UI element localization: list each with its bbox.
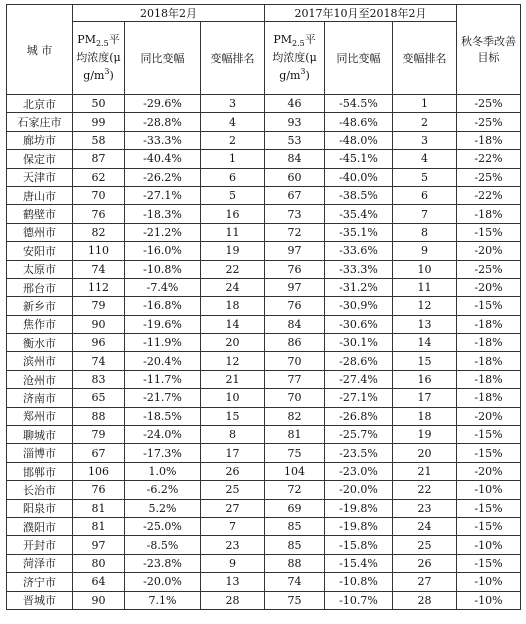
concentration-period-cell: 76 [265, 297, 325, 315]
target-cell: -10% [457, 481, 521, 499]
yoy-change-period-cell: -54.5% [325, 95, 393, 113]
concentration-period-cell: 85 [265, 517, 325, 535]
rank-period-cell: 25 [393, 536, 457, 554]
yoy-change-feb-cell: -21.2% [125, 223, 201, 241]
table-row [7, 315, 521, 333]
rank-period-cell: 15 [393, 352, 457, 370]
target-cell: -20% [457, 462, 521, 480]
rank-feb-cell: 3 [201, 95, 265, 113]
concentration-feb-cell: 83 [73, 370, 125, 388]
concentration-feb-cell: 50 [73, 95, 125, 113]
yoy-change-feb-cell: -27.1% [125, 186, 201, 204]
city-cell: 淄博市 [7, 444, 73, 462]
table-row [7, 462, 521, 480]
concentration-period-cell: 77 [265, 370, 325, 388]
rank-period-cell: 8 [393, 223, 457, 241]
yoy-change-period-cell: -25.7% [325, 426, 393, 444]
concentration-feb-cell: 79 [73, 297, 125, 315]
concentration-period-cell: 76 [265, 260, 325, 278]
rank-feb-cell: 1 [201, 150, 265, 168]
concentration-feb-cell: 70 [73, 186, 125, 204]
rank-feb-cell: 4 [201, 113, 265, 131]
yoy-change-feb-cell: -16.8% [125, 297, 201, 315]
city-cell: 焦作市 [7, 315, 73, 333]
city-cell: 济南市 [7, 389, 73, 407]
city-cell: 衡水市 [7, 334, 73, 352]
target-cell: -18% [457, 131, 521, 149]
concentration-feb-cell: 97 [73, 536, 125, 554]
rank-feb-cell: 6 [201, 168, 265, 186]
target-cell: -20% [457, 242, 521, 260]
rank-period-cell: 20 [393, 444, 457, 462]
yoy-change-period-cell: -35.1% [325, 223, 393, 241]
target-cell: -10% [457, 573, 521, 591]
concentration-feb-cell: 112 [73, 278, 125, 296]
rank-header-2: 变幅排名 [393, 22, 457, 95]
yoy-change-feb-cell: -28.8% [125, 113, 201, 131]
yoy-change-feb-cell: -24.0% [125, 426, 201, 444]
target-cell: -18% [457, 389, 521, 407]
table-row [7, 223, 521, 241]
rank-feb-cell: 13 [201, 573, 265, 591]
concentration-period-cell: 82 [265, 407, 325, 425]
yoy-change-feb-cell: -19.6% [125, 315, 201, 333]
table-row [7, 260, 521, 278]
concentration-feb-cell: 80 [73, 554, 125, 572]
yoy-change-period-cell: -15.8% [325, 536, 393, 554]
yoy-change-feb-cell: -21.7% [125, 389, 201, 407]
concentration-feb-cell: 79 [73, 426, 125, 444]
city-cell: 濮阳市 [7, 517, 73, 535]
city-cell: 新乡市 [7, 297, 73, 315]
yoy-change-period-cell: -31.2% [325, 278, 393, 296]
concentration-feb-cell: 81 [73, 499, 125, 517]
rank-feb-cell: 15 [201, 407, 265, 425]
rank-feb-cell: 14 [201, 315, 265, 333]
table-row [7, 205, 521, 223]
concentration-period-cell: 75 [265, 444, 325, 462]
yoy-change-period-cell: -48.6% [325, 113, 393, 131]
table-row [7, 131, 521, 149]
target-cell: -25% [457, 260, 521, 278]
concentration-period-cell: 75 [265, 591, 325, 609]
yoy-change-period-cell: -27.4% [325, 370, 393, 388]
yoy-change-period-cell: -19.8% [325, 499, 393, 517]
yoy-change-period-cell: -20.0% [325, 481, 393, 499]
rank-feb-cell: 21 [201, 370, 265, 388]
rank-feb-cell: 17 [201, 444, 265, 462]
yoy-change-feb-cell: -16.0% [125, 242, 201, 260]
yoy-change-feb-cell: -11.7% [125, 370, 201, 388]
concentration-period-cell: 73 [265, 205, 325, 223]
concentration-feb-cell: 106 [73, 462, 125, 480]
concentration-period-cell: 72 [265, 481, 325, 499]
rank-period-cell: 22 [393, 481, 457, 499]
table-header [7, 5, 521, 95]
concentration-period-cell: 104 [265, 462, 325, 480]
yoy-change-feb-cell: -20.0% [125, 573, 201, 591]
concentration-feb-cell: 76 [73, 205, 125, 223]
rank-period-cell: 9 [393, 242, 457, 260]
rank-period-cell: 12 [393, 297, 457, 315]
rank-feb-cell: 27 [201, 499, 265, 517]
rank-feb-cell: 28 [201, 591, 265, 609]
yoy-change-feb-cell: -18.3% [125, 205, 201, 223]
table-row [7, 536, 521, 554]
rank-period-cell: 14 [393, 334, 457, 352]
table-row [7, 444, 521, 462]
target-cell: -22% [457, 150, 521, 168]
target-cell: -20% [457, 278, 521, 296]
document-page [6, 4, 520, 610]
yoy-change-period-cell: -45.1% [325, 150, 393, 168]
city-cell: 阳泉市 [7, 499, 73, 517]
rank-feb-cell: 16 [201, 205, 265, 223]
yoy-change-period-cell: -40.0% [325, 168, 393, 186]
concentration-period-cell: 69 [265, 499, 325, 517]
city-cell: 鹤壁市 [7, 205, 73, 223]
yoy-change-period-cell: -35.4% [325, 205, 393, 223]
target-cell: -18% [457, 370, 521, 388]
rank-feb-cell: 9 [201, 554, 265, 572]
rank-period-cell: 3 [393, 131, 457, 149]
rank-period-cell: 28 [393, 591, 457, 609]
yoy-change-period-cell: -27.1% [325, 389, 393, 407]
concentration-period-cell: 88 [265, 554, 325, 572]
table-row [7, 150, 521, 168]
target-cell: -18% [457, 352, 521, 370]
yoy-change-feb-cell: -26.2% [125, 168, 201, 186]
rank-period-cell: 7 [393, 205, 457, 223]
yoy-change-period-cell: -10.7% [325, 591, 393, 609]
city-cell: 廊坊市 [7, 131, 73, 149]
rank-period-cell: 6 [393, 186, 457, 204]
oct-feb-group-header: 2017年10月至2018年2月 [265, 5, 457, 22]
table-row [7, 407, 521, 425]
rank-period-cell: 21 [393, 462, 457, 480]
table-row [7, 426, 521, 444]
yoy-change-feb-cell: 7.1% [125, 591, 201, 609]
target-cell: -15% [457, 426, 521, 444]
concentration-feb-cell: 90 [73, 591, 125, 609]
rank-period-cell: 18 [393, 407, 457, 425]
target-cell: -22% [457, 186, 521, 204]
target-column-header: 秋冬季改善目标 [457, 5, 521, 95]
yoy-change-feb-cell: -17.3% [125, 444, 201, 462]
concentration-feb-cell: 74 [73, 260, 125, 278]
table-row [7, 168, 521, 186]
rank-period-cell: 5 [393, 168, 457, 186]
yoy-change-feb-cell: -29.6% [125, 95, 201, 113]
rank-feb-cell: 5 [201, 186, 265, 204]
concentration-period-cell: 86 [265, 334, 325, 352]
concentration-period-cell: 84 [265, 315, 325, 333]
yoy-change-period-cell: -26.8% [325, 407, 393, 425]
concentration-period-cell: 60 [265, 168, 325, 186]
rank-feb-cell: 2 [201, 131, 265, 149]
rank-feb-cell: 12 [201, 352, 265, 370]
concentration-period-cell: 93 [265, 113, 325, 131]
table-row [7, 481, 521, 499]
yoy-change-feb-cell: 5.2% [125, 499, 201, 517]
rank-feb-cell: 26 [201, 462, 265, 480]
concentration-period-cell: 53 [265, 131, 325, 149]
target-cell: -20% [457, 407, 521, 425]
table-row [7, 113, 521, 131]
concentration-period-cell: 85 [265, 536, 325, 554]
rank-feb-cell: 20 [201, 334, 265, 352]
concentration-feb-cell: 76 [73, 481, 125, 499]
concentration-feb-cell: 58 [73, 131, 125, 149]
yoy-change-feb-cell: -8.5% [125, 536, 201, 554]
yoy-change-feb-cell: -40.4% [125, 150, 201, 168]
yoy-change-period-cell: -33.6% [325, 242, 393, 260]
city-cell: 聊城市 [7, 426, 73, 444]
city-cell: 天津市 [7, 168, 73, 186]
city-cell: 菏泽市 [7, 554, 73, 572]
city-cell: 济宁市 [7, 573, 73, 591]
concentration-period-cell: 97 [265, 278, 325, 296]
table-row [7, 186, 521, 204]
concentration-period-cell: 74 [265, 573, 325, 591]
target-cell: -18% [457, 205, 521, 223]
rank-period-cell: 4 [393, 150, 457, 168]
target-cell: -15% [457, 444, 521, 462]
yoy-change-period-cell: -33.3% [325, 260, 393, 278]
target-cell: -10% [457, 591, 521, 609]
city-cell: 邢台市 [7, 278, 73, 296]
concentration-feb-cell: 99 [73, 113, 125, 131]
concentration-feb-cell: 90 [73, 315, 125, 333]
yoy-change-period-cell: -19.8% [325, 517, 393, 535]
table-row [7, 334, 521, 352]
city-column-header: 城 市 [7, 5, 73, 95]
rank-header-1: 变幅排名 [201, 22, 265, 95]
rank-period-cell: 26 [393, 554, 457, 572]
rank-period-cell: 23 [393, 499, 457, 517]
pm25-city-table [6, 4, 521, 610]
table-row [7, 352, 521, 370]
concentration-feb-cell: 64 [73, 573, 125, 591]
target-cell: -15% [457, 517, 521, 535]
concentration-feb-cell: 81 [73, 517, 125, 535]
feb-2018-group-header: 2018年2月 [73, 5, 265, 22]
concentration-period-cell: 46 [265, 95, 325, 113]
city-cell: 安阳市 [7, 242, 73, 260]
concentration-feb-cell: 82 [73, 223, 125, 241]
city-cell: 晋城市 [7, 591, 73, 609]
rank-period-cell: 24 [393, 517, 457, 535]
rank-period-cell: 19 [393, 426, 457, 444]
rank-feb-cell: 10 [201, 389, 265, 407]
concentration-period-cell: 70 [265, 352, 325, 370]
rank-period-cell: 10 [393, 260, 457, 278]
yoy-change-feb-cell: -23.8% [125, 554, 201, 572]
city-cell: 邯郸市 [7, 462, 73, 480]
city-cell: 北京市 [7, 95, 73, 113]
target-cell: -18% [457, 334, 521, 352]
target-cell: -25% [457, 113, 521, 131]
target-cell: -25% [457, 95, 521, 113]
rank-feb-cell: 19 [201, 242, 265, 260]
yoy-change-period-cell: -30.9% [325, 297, 393, 315]
target-cell: -25% [457, 168, 521, 186]
target-cell: -15% [457, 554, 521, 572]
yoy-change-period-cell: -28.6% [325, 352, 393, 370]
city-cell: 德州市 [7, 223, 73, 241]
target-cell: -15% [457, 297, 521, 315]
city-cell: 滨州市 [7, 352, 73, 370]
rank-period-cell: 17 [393, 389, 457, 407]
yoy-change-feb-cell: -11.9% [125, 334, 201, 352]
rank-feb-cell: 23 [201, 536, 265, 554]
concentration-period-cell: 84 [265, 150, 325, 168]
concentration-feb-cell: 74 [73, 352, 125, 370]
rank-feb-cell: 7 [201, 517, 265, 535]
rank-period-cell: 27 [393, 573, 457, 591]
yoy-change-period-cell: -30.1% [325, 334, 393, 352]
concentration-feb-cell: 62 [73, 168, 125, 186]
yoy-change-feb-cell: -25.0% [125, 517, 201, 535]
city-cell: 保定市 [7, 150, 73, 168]
table-row [7, 517, 521, 535]
yoy-change-header-1: 同比变幅 [125, 22, 201, 95]
city-cell: 郑州市 [7, 407, 73, 425]
city-cell: 石家庄市 [7, 113, 73, 131]
table-row [7, 278, 521, 296]
yoy-change-feb-cell: -33.3% [125, 131, 201, 149]
rank-period-cell: 16 [393, 370, 457, 388]
table-row [7, 297, 521, 315]
concentration-feb-cell: 96 [73, 334, 125, 352]
yoy-change-feb-cell: -10.8% [125, 260, 201, 278]
concentration-header-1: $PM_{2.5}$平 均浓度(μ $g/m^3$) [73, 22, 125, 95]
rank-feb-cell: 8 [201, 426, 265, 444]
rank-feb-cell: 25 [201, 481, 265, 499]
city-cell: 沧州市 [7, 370, 73, 388]
table-row [7, 95, 521, 113]
city-cell: 开封市 [7, 536, 73, 554]
concentration-feb-cell: 88 [73, 407, 125, 425]
target-cell: -15% [457, 223, 521, 241]
rank-period-cell: 2 [393, 113, 457, 131]
rank-feb-cell: 18 [201, 297, 265, 315]
table-row [7, 573, 521, 591]
table-row [7, 370, 521, 388]
rank-feb-cell: 11 [201, 223, 265, 241]
table-row [7, 554, 521, 572]
concentration-period-cell: 97 [265, 242, 325, 260]
concentration-feb-cell: 87 [73, 150, 125, 168]
table-row [7, 591, 521, 609]
yoy-change-feb-cell: -6.2% [125, 481, 201, 499]
table-row [7, 499, 521, 517]
table-row [7, 242, 521, 260]
concentration-feb-cell: 110 [73, 242, 125, 260]
concentration-feb-cell: 67 [73, 444, 125, 462]
concentration-period-cell: 72 [265, 223, 325, 241]
yoy-change-feb-cell: 1.0% [125, 462, 201, 480]
yoy-change-feb-cell: -18.5% [125, 407, 201, 425]
rank-feb-cell: 22 [201, 260, 265, 278]
table-row [7, 389, 521, 407]
yoy-change-period-cell: -23.0% [325, 462, 393, 480]
rank-period-cell: 1 [393, 95, 457, 113]
target-cell: -15% [457, 499, 521, 517]
target-cell: -18% [457, 315, 521, 333]
target-cell: -10% [457, 536, 521, 554]
yoy-change-period-cell: -23.5% [325, 444, 393, 462]
yoy-change-feb-cell: -20.4% [125, 352, 201, 370]
concentration-period-cell: 70 [265, 389, 325, 407]
concentration-period-cell: 81 [265, 426, 325, 444]
city-cell: 太原市 [7, 260, 73, 278]
rank-period-cell: 13 [393, 315, 457, 333]
rank-feb-cell: 24 [201, 278, 265, 296]
yoy-change-period-cell: -10.8% [325, 573, 393, 591]
concentration-period-cell: 67 [265, 186, 325, 204]
rank-period-cell: 11 [393, 278, 457, 296]
concentration-header-2: $PM_{2.5}$平 均浓度(μ $g/m^3$) [265, 22, 325, 95]
yoy-change-feb-cell: -7.4% [125, 278, 201, 296]
yoy-change-period-cell: -15.4% [325, 554, 393, 572]
city-cell: 唐山市 [7, 186, 73, 204]
city-cell: 长治市 [7, 481, 73, 499]
yoy-change-header-2: 同比变幅 [325, 22, 393, 95]
table-body [7, 95, 521, 610]
yoy-change-period-cell: -48.0% [325, 131, 393, 149]
yoy-change-period-cell: -38.5% [325, 186, 393, 204]
yoy-change-period-cell: -30.6% [325, 315, 393, 333]
concentration-feb-cell: 65 [73, 389, 125, 407]
